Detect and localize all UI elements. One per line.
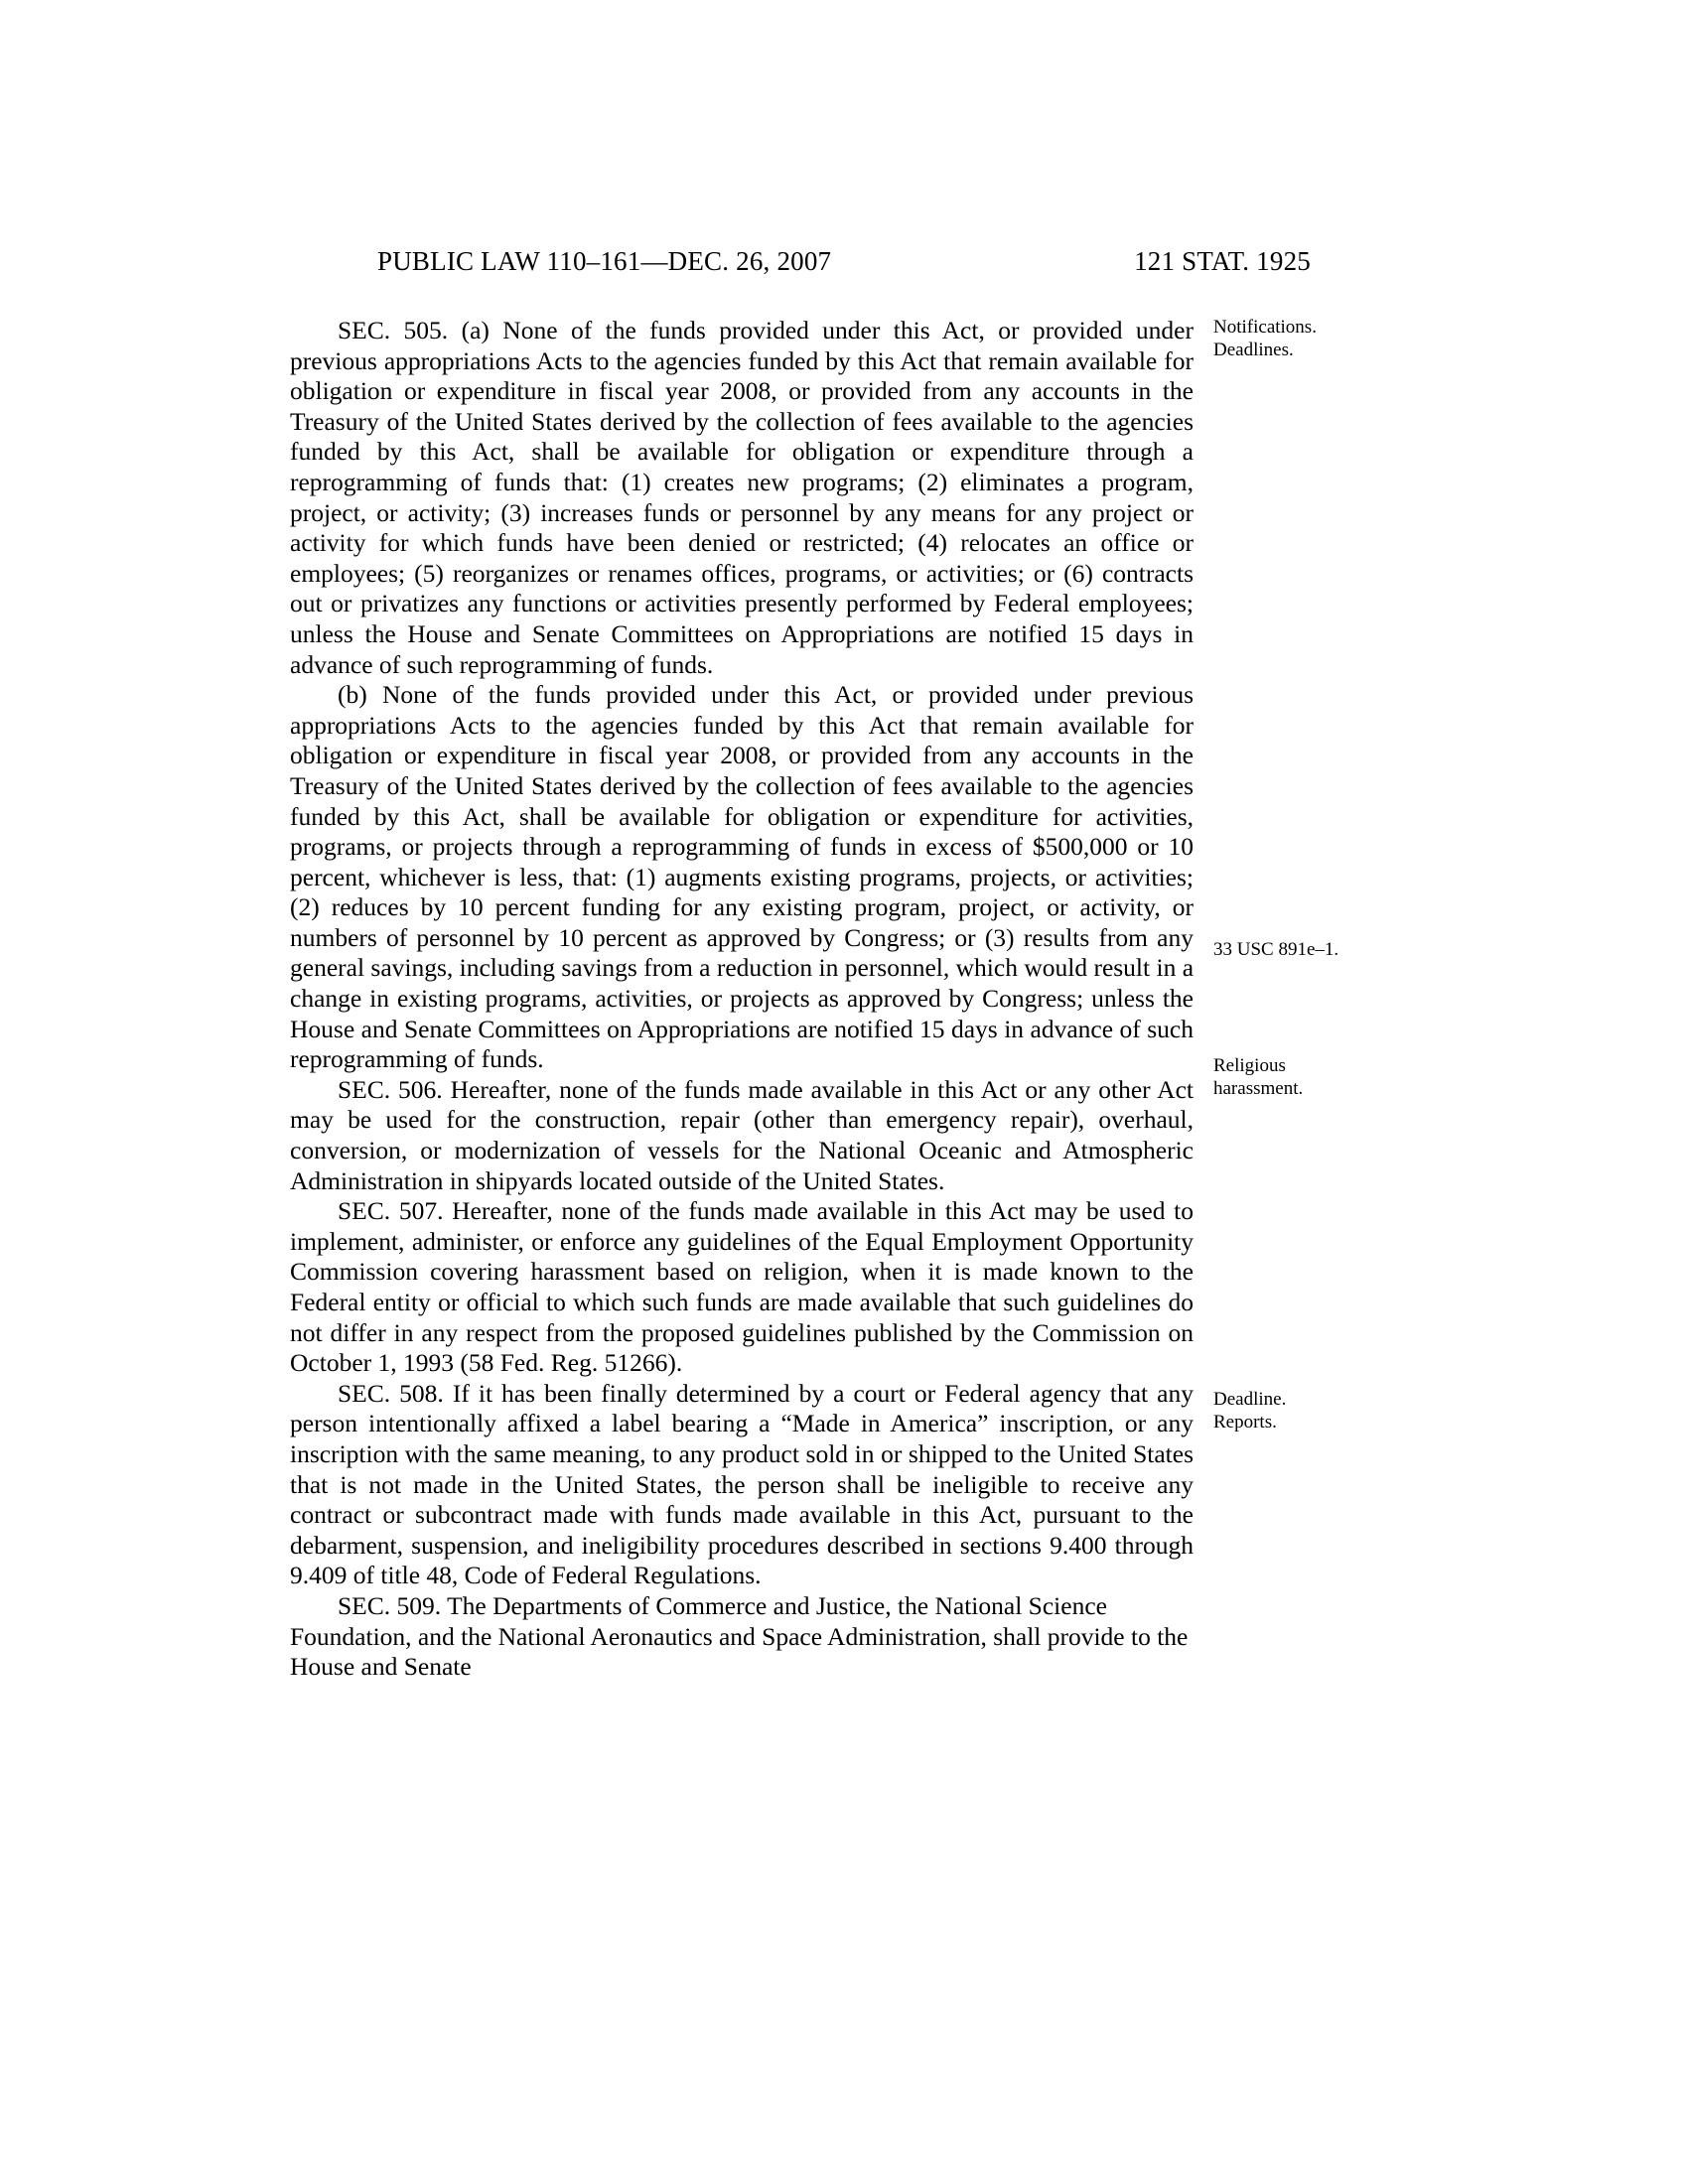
running-head-stat-citation: 121 STAT. 1925 bbox=[1134, 246, 1311, 276]
paragraph-sec-505-a bbox=[290, 316, 1194, 680]
margin-note-line: Deadline. bbox=[1213, 1389, 1287, 1410]
margin-note-line: Notifications. bbox=[1213, 317, 1317, 338]
paragraph-text-507: Hereafter, none of the funds made available in this Act may be used to implement, administer, or enforce any guidelines of the Equal Employment Opportunity Commission covering harassment based on religion, when it is made known to the Federal entity or official to which such funds are made available that such guidelines do not differ in any respect from the proposed guidelines published by the Commission on October 1, 1993 (58 Fed. Reg. 51266). bbox=[290, 1196, 1194, 1378]
section-label-505: SEC. 505. bbox=[338, 316, 449, 344]
paragraph-text-505b: (b) None of the funds provided under this Act, or provided under previous appropriations Acts to the agencies funded by this Act that remain available for obligation or expenditure in fiscal year 2008, or provided from any accounts in the Treasury of the United States derived by the collection of fees available to the agencies funded by this Act, shall be available for obligation or expenditure for activities, programs, or projects through a reprogramming of funds in excess of $500,000 or 10 percent, whichever is less, that: (1) augments existing programs, projects, or activities; (2) reduces by 10 percent funding for any existing program, project, or activity, or numbers of personnel by 10 percent as approved by Congress; or (3) results from any general savings, including savings from a reduction in personnel, which would result in a change in existing programs, activities, or projects as approved by Congress; unless the House and Senate Committees on Appropriations are notified 15 days in advance of such reprogramming of funds. bbox=[290, 680, 1195, 1074]
margin-note-line: Deadlines. bbox=[1213, 340, 1294, 360]
section-label-506: SEC. 506. bbox=[338, 1074, 443, 1104]
section-label-507: SEC. 507. bbox=[338, 1196, 444, 1226]
margin-note-506 bbox=[1213, 938, 1472, 961]
margin-note-line: harassment. bbox=[1213, 1078, 1304, 1099]
paragraph-sec-506 bbox=[290, 1075, 1194, 1196]
margin-note-line: Reports. bbox=[1213, 1412, 1277, 1433]
paragraph-sec-507 bbox=[290, 1196, 1194, 1379]
section-label-509: SEC. 509. bbox=[338, 1590, 442, 1620]
paragraph-text-509: The Departments of Commerce and Justice, the National Science Foundation, and the National Aeronautics and Space Administration, shall provide to the House and Senate bbox=[290, 1590, 1189, 1682]
margin-note-509 bbox=[1213, 1388, 1472, 1433]
statute-body-text bbox=[290, 316, 1194, 1683]
paragraph-text-508: If it has been finally determined by a court or Federal agency that any person intentionally affixed a label bearing a “Made in America” inscription, or any inscription with the same meaning, to any product sold in or shipped to the United States that is not made in the United States, the person shall be ineligible to receive any contract or subcontract made with funds made available in this Act, pursuant to the debarment, suspension, and ineligibility procedures described in sections 9.400 through 9.409 of title 48, Code of Federal Regulations. bbox=[290, 1378, 1194, 1590]
margin-note-507 bbox=[1213, 1054, 1472, 1100]
margin-note-line: Religious bbox=[1213, 1055, 1286, 1076]
running-head-law-citation: PUBLIC LAW 110–161—DEC. 26, 2007 bbox=[377, 246, 832, 276]
margin-note-505 bbox=[1213, 316, 1472, 361]
section-label-508: SEC. 508. bbox=[338, 1378, 444, 1408]
margin-note-line: 33 USC 891e–1. bbox=[1213, 939, 1339, 960]
paragraph-sec-509 bbox=[290, 1591, 1194, 1683]
paragraph-text-505a: (a) None of the funds provided under this Act, or provided under previous appropriations Acts to the agencies funded by this Act that remain available for obligation or expenditure in fiscal year 2008, or provided from any accounts in the Treasury of the United States derived by the collection of fees available to the agencies funded by this Act, shall be available for obligation or expenditure through a reprogramming of funds that: (1) creates new programs; (2) eliminates a program, project, or activity; (3) increases funds or personnel by any means for any project or activity for which funds have been denied or restricted; (4) relocates an office or employees; (5) reorganizes or renames offices, programs, or activities; or (6) contracts out or privatizes any functions or activities presently performed by Federal employees; unless the House and Senate Committees on Appropriations are notified 15 days in advance of such reprogramming of funds. bbox=[290, 316, 1194, 679]
paragraph-sec-505-b bbox=[290, 680, 1194, 1075]
paragraph-text-506: Hereafter, none of the funds made available in this Act or any other Act may be used for the construction, repair (other than emergency repair), overhaul, conversion, or modernization of vessels for the National Oceanic and Atmospheric Administration in shipyards located outside of the United States. bbox=[290, 1074, 1194, 1195]
paragraph-sec-508 bbox=[290, 1379, 1194, 1591]
running-head bbox=[0, 246, 1688, 277]
